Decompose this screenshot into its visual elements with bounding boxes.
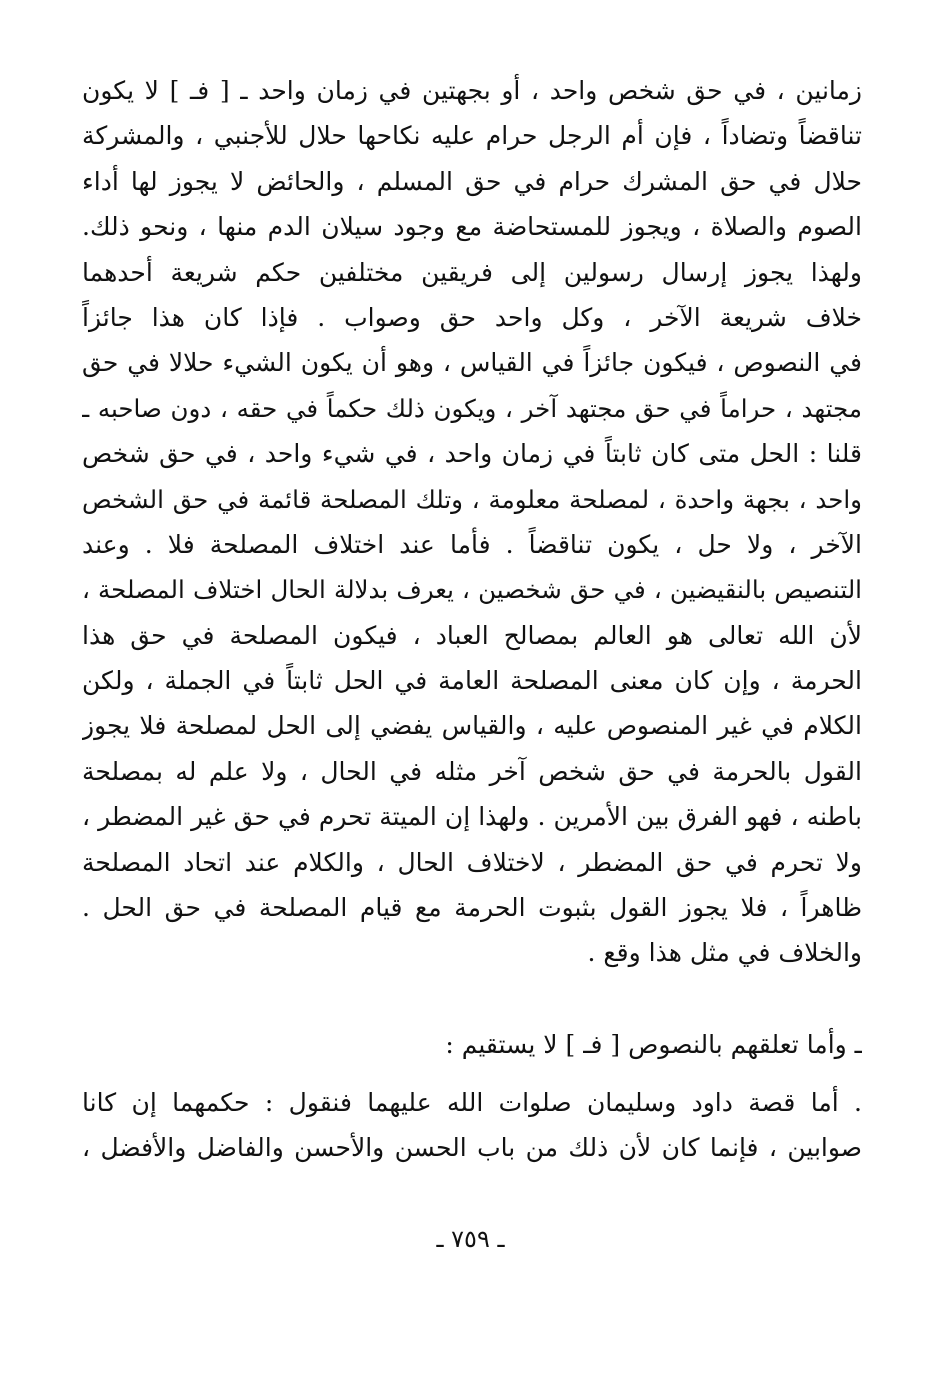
text-line: ـ وأما تعلقهم بالنصوص [ فـ ] لا يستقيم : [445, 1030, 862, 1059]
main-paragraph [82, 68, 862, 976]
text-line: القول بالحرمة في حق شخص آخر مثله في الحال ، ولا علم له بمصلحة [82, 756, 862, 786]
text-line: والخلاف في مثل هذا وقع . [587, 938, 862, 968]
text-line: خلاف شريعة الآخر ، وكل واحد حق وصواب . فإذا كان هذا جائزاً [82, 302, 862, 332]
text-line: صوابين ، فإنما كان لأن ذلك من باب الحسن والأحسن والفاضل والأفضل ، [82, 1133, 862, 1163]
text-line: زمانين ، في حق شخص واحد ، أو بجهتين في زمان واحد ـ [ فـ ] لا يكون [82, 76, 862, 105]
text-line: التنصيص بالنقيضين ، في حق شخصين ، يعرف بدلالة الحال اختلاف المصلحة ، [82, 575, 862, 605]
page-number: ـ ٧٥٩ ـ [436, 1225, 505, 1253]
text-line: تناقضاً وتضاداً ، فإن أم الرجل حرام عليه نكاحها حلال للأجنبي ، والمشركة [82, 121, 862, 151]
text-line: الحرمة ، وإن كان معنى المصلحة العامة في الحل ثابتاً في الجملة ، ولكن [82, 666, 862, 696]
text-line: في النصوص ، فيكون جائزاً في القياس ، وهو أن يكون الشيء حلالا في حق [82, 348, 862, 378]
text-line: الكلام في غير المنصوص عليه ، والقياس يفضي إلى الحل لمصلحة فلا يجوز [82, 711, 862, 741]
text-line: . أما قصة داود وسليمان صلوات الله عليهما فنقول : حكمهما إن كانا [82, 1088, 862, 1117]
text-line: حلال في حق المشرك حرام في حق المسلم ، والحائض لا يجوز لها أداء [82, 166, 862, 196]
text-line: واحد ، بجهة واحدة ، لمصلحة معلومة ، وتلك المصلحة قائمة في حق الشخص [82, 484, 862, 514]
reply-paragraph [82, 1080, 862, 1171]
text-line: باطنه ، فهو الفرق بين الأمرين . ولهذا إن الميتة تحرم في حق غير المضطر ، [82, 802, 862, 832]
text-line: ولا تحرم في حق المضطر ، لاختلاف الحال ، والكلام عند اتحاد المصلحة [82, 847, 862, 877]
objection-paragraph [82, 1022, 862, 1067]
text-line: قلنا : الحل متى كان ثابتاً في زمان واحد ، في شيء واحد ، في حق شخص [82, 439, 862, 469]
text-line: الآخر ، ولا حل ، يكون تناقضاً . فأما عند اختلاف المصلحة فلا . وعند [82, 529, 862, 559]
text-line: مجتهد ، حراماً في حق مجتهد آخر ، ويكون ذلك حكماً في حقه ، دون صاحبه ـ [82, 393, 862, 423]
text-line: لأن الله تعالى هو العالم بمصالح العباد ، فيكون المصلحة في حق هذا [82, 620, 862, 650]
text-line: الصوم والصلاة ، ويجوز للمستحاضة مع وجود سيلان الدم منها ، ونحو ذلك. [82, 212, 862, 242]
text-line: ظاهراً ، فلا يجوز القول بثبوت الحرمة مع قيام المصلحة في حق الحل . [82, 893, 862, 923]
text-line: ولهذا يجوز إرسال رسولين إلى فريقين مختلفين حكم شريعة أحدهما [82, 257, 862, 287]
